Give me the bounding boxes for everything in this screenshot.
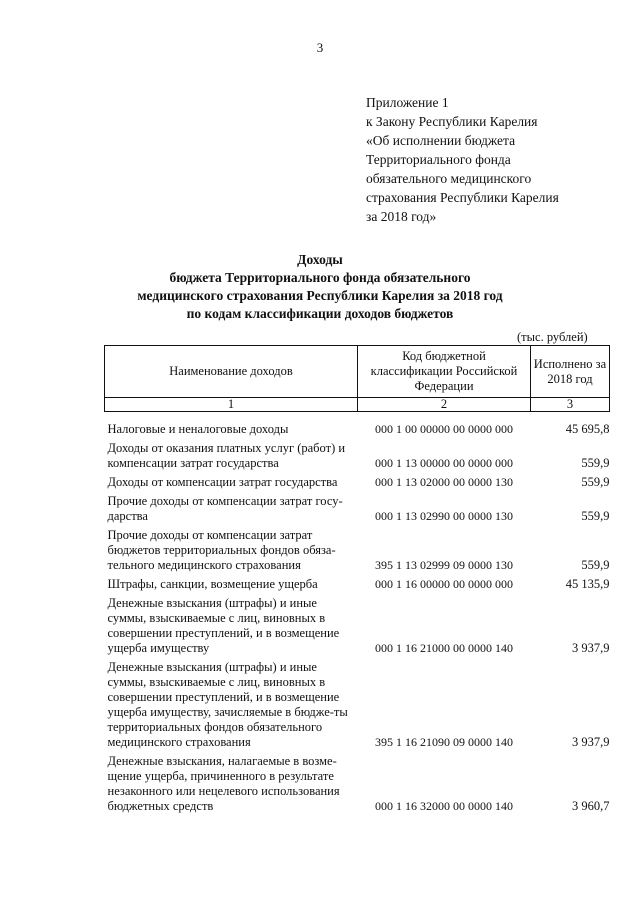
row-amount: 559,9 [581, 509, 610, 523]
column-number: 1 [105, 398, 358, 412]
table-row [105, 492, 610, 526]
row-name: Денежные взыскания, налагаемые в возме-щение ущерба, причиненного в результате незаконного или нецелевого использования бюджетных средств [107, 754, 340, 813]
row-amount: 559,9 [581, 456, 610, 470]
row-name: Прочие доходы от компенсации затрат госу-дарства [107, 494, 343, 523]
header-name: Наименование доходов [105, 346, 358, 398]
row-amount: 3 960,7 [572, 799, 610, 813]
appendix-line: страхования Республики Карелия [366, 190, 559, 205]
document-title [0, 251, 640, 323]
appendix-line: к Закону Республики Карелия [366, 114, 538, 129]
row-code: 000 1 16 32000 00 0000 140 [375, 799, 513, 813]
row-amount: 559,9 [581, 558, 610, 572]
title-line: бюджета Территориального фонда обязательного [169, 270, 471, 285]
row-code: 000 1 13 02000 00 0000 130 [375, 475, 513, 489]
column-number: 3 [531, 398, 610, 412]
row-name: Денежные взыскания (штрафы) и иные суммы, взыскиваемые с лиц, виновных в совершении преступлений, и в возмещение ущербa имуществу, зачисляемые в бюдже-ты территориальных фондов обязательного медицинского страхования [107, 660, 348, 749]
table-row [105, 473, 610, 492]
row-amount: 3 937,9 [572, 735, 610, 749]
header-amount: Исполнено за 2018 год [531, 346, 610, 398]
row-code: 395 1 13 02999 09 0000 130 [375, 558, 513, 572]
table-row [105, 658, 610, 752]
table-row [105, 752, 610, 816]
row-code: 000 1 13 00000 00 0000 000 [375, 456, 513, 470]
row-amount: 559,9 [581, 475, 610, 489]
appendix-note [366, 93, 616, 226]
table-row [105, 526, 610, 575]
title-line: медицинского страхования Республики Карелия за 2018 год [137, 288, 503, 303]
column-number-row [105, 398, 610, 412]
row-code: 000 1 13 02990 00 0000 130 [375, 509, 513, 523]
appendix-line: Территориального фонда [366, 152, 511, 167]
row-code: 000 1 16 00000 00 0000 000 [375, 577, 513, 591]
row-name: Прочие доходы от компенсации затрат бюджетов территориальных фондов обяза-тельного медицинского страхования [107, 528, 336, 572]
income-table [104, 345, 610, 816]
row-code: 395 1 16 21090 09 0000 140 [375, 735, 513, 749]
appendix-line: «Об исполнении бюджета [366, 133, 516, 148]
table-row [105, 439, 610, 473]
table-row [105, 594, 610, 658]
table-header-row [105, 346, 610, 398]
units-label: (тыс. рублей) [517, 330, 588, 344]
title-line: Доходы [297, 252, 343, 267]
row-name: Доходы от компенсации затрат государства [107, 475, 338, 489]
appendix-line: Приложение 1 [366, 95, 449, 110]
table-row [105, 575, 610, 594]
appendix-line: за 2018 год» [366, 209, 437, 224]
row-amount: 45 695,8 [565, 422, 610, 436]
row-amount: 45 135,9 [565, 577, 610, 591]
row-name: Денежные взыскания (штрафы) и иные суммы, взыскиваемые с лиц, виновных в совершении преступлений, и в возмещение ущерба имуществу [107, 596, 340, 655]
row-name: Штрафы, санкции, возмещение ущерба [107, 577, 318, 591]
row-code: 000 1 16 21000 00 0000 140 [375, 641, 513, 655]
table-row [105, 412, 610, 440]
appendix-line: обязательного медицинского [366, 171, 532, 186]
row-amount: 3 937,9 [572, 641, 610, 655]
row-code: 000 1 00 00000 00 0000 000 [375, 422, 513, 436]
page-number: 3 [316, 40, 324, 55]
column-number: 2 [358, 398, 531, 412]
row-name: Доходы от оказания платных услуг (работ) и компенсации затрат государства [107, 441, 346, 470]
header-code: Код бюджетной классификации Российской Федерации [358, 346, 531, 398]
row-name: Налоговые и неналоговые доходы [107, 422, 289, 436]
title-line: по кодам классификации доходов бюджетов [186, 306, 454, 321]
